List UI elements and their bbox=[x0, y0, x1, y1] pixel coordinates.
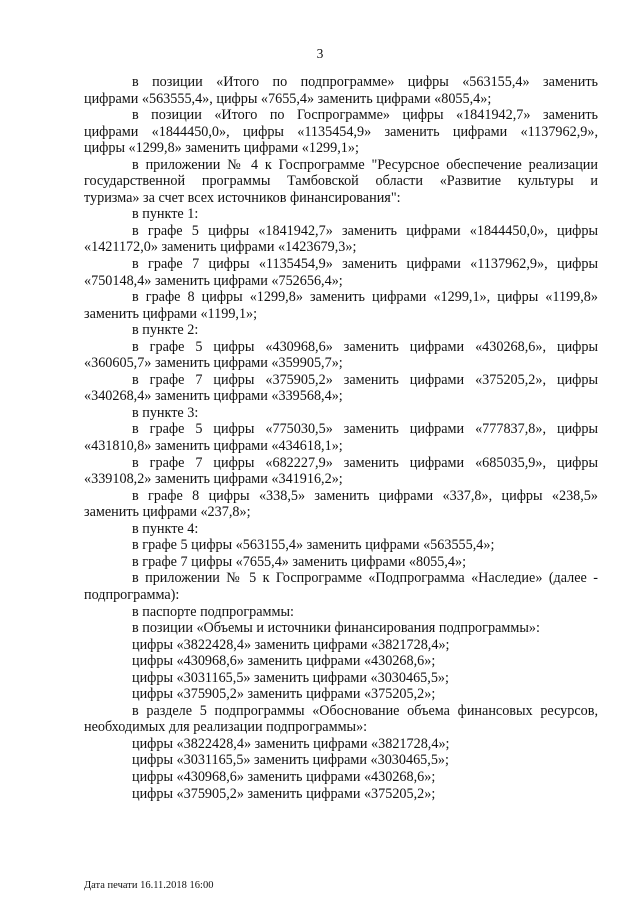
text-line: «340268,4» заменить цифрами «339568,4»; bbox=[84, 388, 343, 405]
text-line: в графе 8 цифры «338,5» заменить цифрами «337,8», цифры «238,5» bbox=[132, 487, 598, 504]
text-line: в графе 7 цифры «375905,2» заменить цифрами «375205,2», цифры bbox=[132, 371, 598, 388]
text-line: в пункте 2: bbox=[132, 322, 199, 339]
text-line: цифрами «1844450,0», цифры «1135454,9» заменить цифрами «1137962,9», bbox=[84, 123, 598, 140]
document-body bbox=[84, 74, 598, 802]
text-line: в приложении № 5 к Госпрограмме «Подпрограмма «Наследие» (далее - bbox=[132, 570, 598, 587]
text-line: в графе 5 цифры «1841942,7» заменить цифрами «1844450,0», цифры bbox=[132, 222, 598, 239]
text-line: подпрограмма): bbox=[84, 586, 180, 603]
text-line: цифры «3822428,4» заменить цифрами «3821728,4»; bbox=[132, 735, 450, 752]
text-line: в пункте 4: bbox=[132, 520, 199, 537]
text-line: государственной программы Тамбовской области «Развитие культуры и bbox=[84, 173, 598, 190]
text-line: в позиции «Итого по Госпрограмме» цифры «1841942,7» заменить bbox=[132, 107, 598, 124]
text-line: «339108,2» заменить цифрами «341916,2»; bbox=[84, 471, 343, 488]
text-line: «750148,4» заменить цифрами «752656,4»; bbox=[84, 272, 343, 289]
text-line: цифры «375905,2» заменить цифрами «375205,2»; bbox=[132, 686, 436, 703]
text-line: заменить цифрами «1199,1»; bbox=[84, 305, 258, 322]
text-line: туризма» за счет всех источников финансирования": bbox=[84, 189, 401, 206]
text-line: в графе 7 цифры «7655,4» заменить цифрами «8055,4»; bbox=[132, 553, 467, 570]
text-line: заменить цифрами «237,8»; bbox=[84, 504, 251, 521]
text-line: в разделе 5 подпрограммы «Обоснование объема финансовых ресурсов, bbox=[132, 702, 598, 719]
text-line: в приложении № 4 к Госпрограмме "Ресурсное обеспечение реализации bbox=[132, 156, 598, 173]
text-line: в пункте 3: bbox=[132, 404, 199, 421]
page-number: 3 bbox=[316, 46, 324, 61]
text-line: в графе 8 цифры «1299,8» заменить цифрами «1299,1», цифры «1199,8» bbox=[132, 289, 598, 306]
text-line: цифрами «563555,4», цифры «7655,4» заменить цифрами «8055,4»; bbox=[84, 90, 492, 107]
text-line: в позиции «Итого по подпрограмме» цифры «563155,4» заменить bbox=[132, 74, 598, 90]
text-line: цифры «3031165,5» заменить цифрами «3030465,5»; bbox=[132, 669, 449, 686]
text-line: в графе 5 цифры «775030,5» заменить цифрами «777837,8», цифры bbox=[132, 421, 598, 438]
text-line: в паспорте подпрограммы: bbox=[132, 603, 294, 620]
text-line: цифры «3031165,5» заменить цифрами «3030465,5»; bbox=[132, 752, 449, 769]
text-line: «360605,7» заменить цифрами «359905,7»; bbox=[84, 355, 343, 372]
text-line: цифры «430968,6» заменить цифрами «430268,6»; bbox=[132, 653, 436, 670]
text-line: в позиции «Объемы и источники финансирования подпрограммы»: bbox=[132, 620, 540, 637]
text-line: необходимых для реализации подпрограммы»: bbox=[84, 719, 368, 736]
text-line: в графе 7 цифры «682227,9» заменить цифрами «685035,9», цифры bbox=[132, 454, 598, 471]
text-line: цифры «3822428,4» заменить цифрами «3821728,4»; bbox=[132, 636, 450, 653]
text-line: цифры «375905,2» заменить цифрами «375205,2»; bbox=[132, 785, 436, 802]
text-line: цифры «1299,8» заменить цифрами «1299,1»; bbox=[84, 140, 359, 157]
text-line: в графе 5 цифры «430968,6» заменить цифрами «430268,6», цифры bbox=[132, 338, 598, 355]
text-line: цифры «430968,6» заменить цифрами «430268,6»; bbox=[132, 768, 436, 785]
text-line: в графе 5 цифры «563155,4» заменить цифрами «563555,4»; bbox=[132, 537, 495, 554]
text-line: в пункте 1: bbox=[132, 206, 199, 223]
print-date-footer: Дата печати 16.11.2018 16:00 bbox=[84, 880, 214, 891]
text-line: в графе 7 цифры «1135454,9» заменить цифрами «1137962,9», цифры bbox=[132, 256, 598, 273]
text-line: «1421172,0» заменить цифрами «1423679,3»; bbox=[84, 239, 357, 256]
text-line: «431810,8» заменить цифрами «434618,1»; bbox=[84, 438, 343, 455]
